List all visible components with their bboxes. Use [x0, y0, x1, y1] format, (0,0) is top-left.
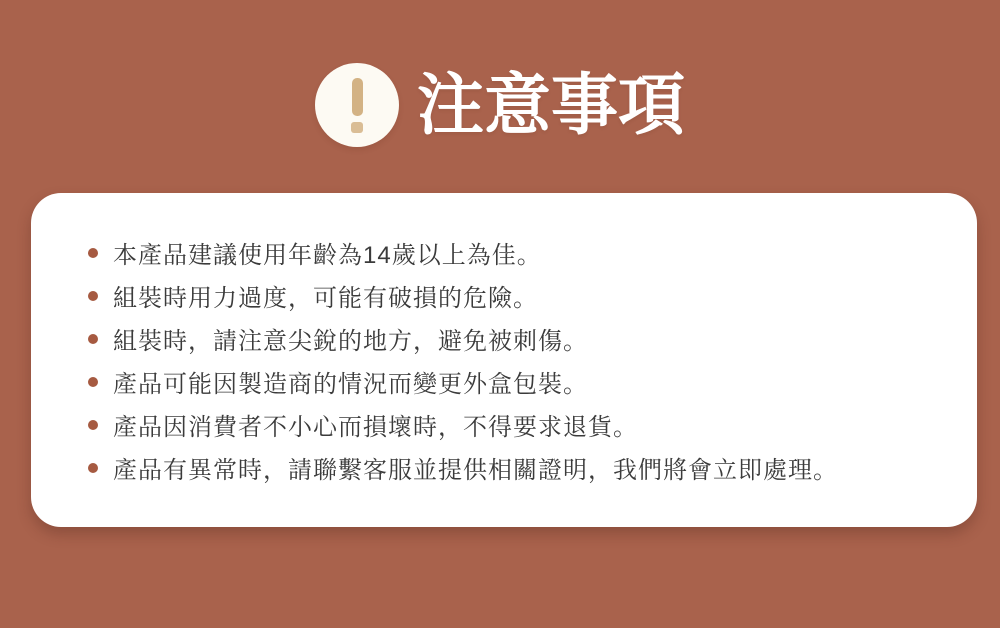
- notice-item: [88, 403, 947, 446]
- notice-item: [88, 317, 947, 360]
- notice-item-text: 組裝時用力過度，可能有破損的危險。: [113, 285, 538, 312]
- notice-item-text: 本產品建議使用年齡為14歲以上為佳。: [113, 242, 542, 269]
- bullet-dot-icon: [88, 291, 98, 301]
- notice-item-text: 產品因消費者不小心而損壞時，不得要求退貨。: [113, 414, 638, 441]
- notice-list: [88, 231, 947, 489]
- exclamation-icon: [315, 63, 399, 147]
- notice-item-text: 產品有異常時，請聯繫客服並提供相關證明，我們將會立即處理。: [113, 457, 838, 484]
- bullet-dot-icon: [88, 463, 98, 473]
- exclamation-dot: [351, 122, 363, 133]
- exclamation-stem: [352, 78, 363, 116]
- bullet-dot-icon: [88, 248, 98, 258]
- bullet-dot-icon: [88, 420, 98, 430]
- notice-item-text: 組裝時，請注意尖銳的地方，避免被刺傷。: [113, 328, 588, 355]
- bullet-dot-icon: [88, 377, 98, 387]
- notice-item: [88, 446, 947, 489]
- notice-card: [31, 193, 977, 527]
- notice-item: [88, 274, 947, 317]
- notice-header: [0, 63, 1000, 147]
- notice-item-text: 產品可能因製造商的情況而變更外盒包裝。: [113, 371, 588, 398]
- notice-item: [88, 231, 947, 274]
- bullet-dot-icon: [88, 334, 98, 344]
- notice-item: [88, 360, 947, 403]
- page-title: 注意事項: [417, 67, 685, 143]
